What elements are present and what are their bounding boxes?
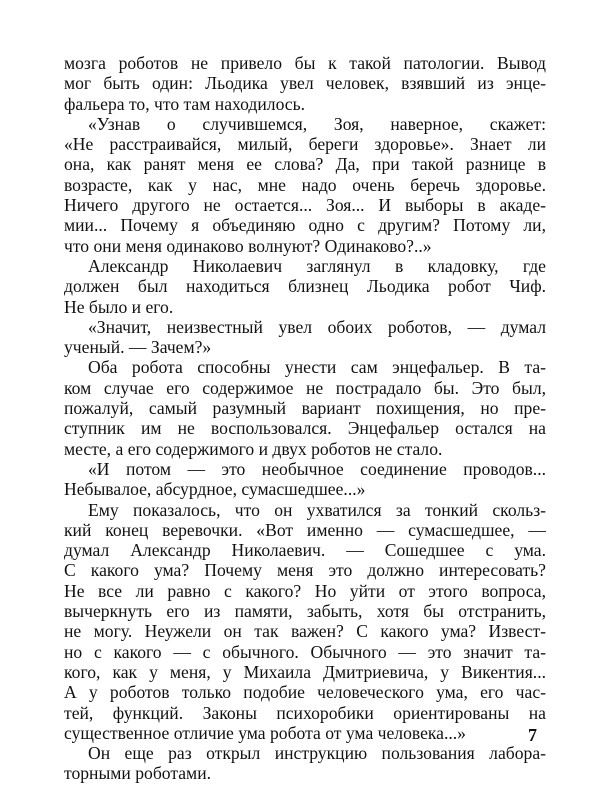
text-line: мог быть один: Льодика увел человек, взявший из энце- — [64, 73, 546, 94]
text-line: А у роботов только подобие человеческого ума, его час- — [64, 682, 546, 703]
text-line: должен был находиться близнец Льодика робот Чиф. — [64, 276, 546, 297]
body-text — [64, 53, 546, 784]
text-line: вычеркнуть его из памяти, забыть, хотя бы отстранить, — [64, 601, 546, 622]
text-line: тей, функций. Законы психоробики ориентированы на — [64, 702, 546, 723]
text-line: возрасте, как у нас, мне надо очень беречь здоровье. — [64, 174, 546, 195]
text-line: ступник им не воспользовался. Энцефальер остался на — [64, 418, 546, 439]
text-line: ученый. — Зачем?» — [64, 337, 212, 358]
text-line: не могу. Неужели он так важен? С какого ума? Извест- — [64, 621, 546, 642]
text-line: думал Александр Николаевич. — Сошедшее с ума. — [64, 540, 546, 561]
text-line: мии... Почему я объединяю одно с другим? Потому ли, — [64, 215, 546, 236]
paragraph — [64, 500, 546, 744]
text-line: «Значит, неизвестный увел обоих роботов, — думал — [88, 316, 546, 337]
text-line: мозга роботов не привело бы к такой патологии. Вывод — [64, 53, 546, 73]
text-line: но с какого — с обычного. Обычного — это значит та- — [64, 641, 546, 662]
paragraph — [64, 357, 546, 458]
paragraph — [64, 743, 546, 784]
text-line: «И потом — это необычное соединение проводов... — [88, 458, 546, 479]
text-line: «Не расстраивайся, милый, береги здоровье». Знает ли — [64, 134, 546, 155]
text-line: Ему показалось, что он ухватился за тонкий скольз- — [88, 499, 546, 520]
text-line: месте, а его содержимого и двух роботов не стало. — [64, 438, 443, 459]
text-line: Он еще раз открыл инструкцию пользования лабора- — [88, 743, 546, 764]
text-line: торными роботами. — [64, 763, 212, 784]
paragraph — [64, 256, 546, 317]
paragraph — [64, 114, 546, 256]
text-line: Небывалое, абсурдное, сумасшедшее...» — [64, 479, 366, 500]
text-line: Не было и его. — [64, 296, 174, 317]
text-line: пожалуй, самый разумный вариант похищения, но пре- — [64, 398, 546, 419]
text-line: существенное отличие ума робота от ума человека...» — [64, 722, 466, 743]
text-line: Александр Николаевич заглянул в кладовку, где — [88, 255, 546, 276]
text-line: фальера то, что там находилось. — [64, 93, 306, 114]
text-line: С какого ума? Почему меня это должно интересовать? — [64, 560, 546, 581]
paragraph — [64, 53, 546, 114]
paragraph — [64, 317, 546, 358]
text-line: ком случае его содержимое не пострадало бы. Это был, — [64, 377, 546, 398]
text-line: что они меня одинаково волнуют? Одинаково?..» — [64, 235, 432, 256]
paragraph — [64, 459, 546, 500]
text-line: Ничего другого не остается... Зоя... И выборы в акаде- — [64, 195, 546, 216]
page-number: 7 — [528, 725, 537, 745]
text-line: «Узнав о случившемся, Зоя, наверное, скажет: — [88, 113, 546, 134]
text-line: Оба робота способны унести сам энцефальер. В та- — [88, 357, 546, 378]
text-line: она, как ранят меня ее слова? Да, при такой разнице в — [64, 154, 546, 175]
text-line: Не все ли равно с какого? Но уйти от этого вопроса, — [64, 580, 546, 601]
text-line: кого, как у меня, у Михаила Дмитриевича, у Викентия... — [64, 661, 546, 682]
text-line: кий конец веревочки. «Вот именно — сумасшедшее, — — [64, 519, 546, 540]
